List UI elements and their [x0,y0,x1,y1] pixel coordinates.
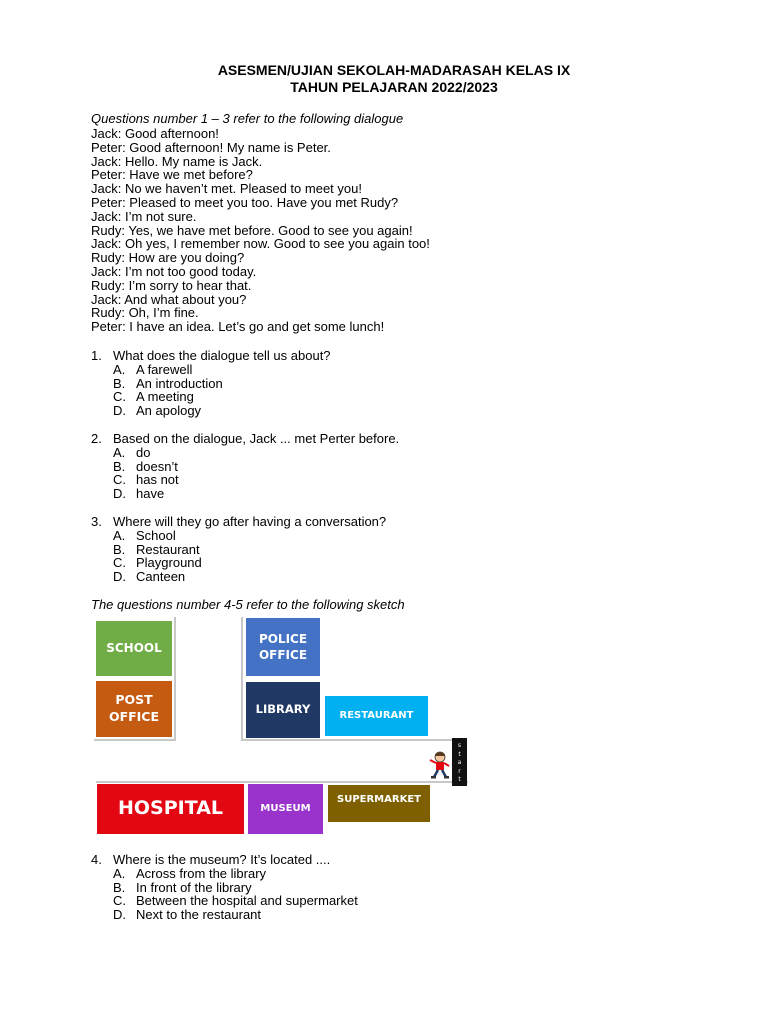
dialogue-line: Jack: I’m not sure. [91,208,197,224]
option-letter: D. [113,486,126,502]
supermarket-label: SUPERMARKET [337,794,421,805]
question-text: Where will they go after having a conversation? [113,514,387,529]
library-label: LIBRARY [255,702,311,717]
dialogue [91,127,430,334]
option-text: In front of the library [136,879,252,895]
option-letter: A. [113,865,126,881]
option-letter: B. [113,541,126,557]
dialogue-line: Rudy: How are you doing? [91,250,245,266]
police-office-block [246,618,320,676]
start-marker [452,738,467,786]
option-text: has not [136,472,179,488]
dialogue-line: Rudy: I’m sorry to hear that. [91,277,252,293]
option-letter: A. [113,361,126,377]
option-text: Canteen [136,569,186,585]
question-text: Where is the museum? It’s located .... [113,852,331,867]
post-office-label: POST OFFICE [108,692,160,724]
option-text: An apology [136,403,202,419]
hospital-block [97,784,244,834]
option-text: Playground [136,555,202,571]
question-3 [91,515,386,584]
question-text: Based on the dialogue, Jack ... met Perter before. [113,431,400,446]
dialogue-instructions: Questions number 1 – 3 refer to the following dialogue [91,111,404,126]
library-block [246,682,320,738]
start-letter: t [458,776,461,783]
option-letter: C. [113,555,126,571]
dialogue-line: Jack: Oh yes, I remember now. Good to see you again too! [91,236,430,252]
option-text: do [136,444,151,460]
option-text: Across from the library [136,865,267,881]
option-letter: C. [113,893,126,909]
dialogue-line: Rudy: Oh, I’m fine. [91,305,199,321]
start-letter: r [458,767,461,775]
option-text: A farewell [136,361,193,377]
police-office-label: POLICE OFFICE [258,631,308,662]
answer-option-a[interactable] [91,446,399,460]
dialogue-line: Peter: I have an idea. Let’s go and get some lunch! [91,319,385,335]
question-number: 2. [91,431,102,446]
option-letter: C. [113,472,126,488]
answer-option-a[interactable] [91,529,386,543]
start-letter: s [457,742,462,749]
question-1 [91,349,331,418]
road-line [96,781,468,783]
dialogue-line: Jack: And what about you? [91,291,247,307]
question-text: What does the dialogue tell us about? [113,348,331,363]
answer-option-d[interactable] [91,570,386,584]
school-block [96,621,172,676]
option-letter: A. [113,527,126,543]
exam-title: ASESMEN/UJIAN SEKOLAH-MADARASAH KELAS IX [217,62,571,78]
answer-option-b[interactable] [91,460,399,474]
dialogue-line: Jack: No we haven’t met. Pleased to meet you! [91,181,362,197]
answer-option-b[interactable] [91,543,386,557]
museum-block [248,784,323,834]
restaurant-label: RESTAURANT [339,710,414,722]
answer-option-d[interactable] [91,908,358,922]
option-text: Between the hospital and supermarket [136,893,358,909]
option-text: Next to the restaurant [136,907,262,923]
dialogue-line: Rudy: Yes, we have met before. Good to see you again! [91,222,413,238]
museum-label: MUSEUM [260,803,311,815]
option-letter: B. [113,458,126,474]
option-letter: D. [113,403,126,419]
exam-subtitle: TAHUN PELAJARAN 2022/2023 [290,79,498,95]
answer-option-a[interactable] [91,363,331,377]
answer-option-a[interactable] [91,867,358,881]
option-text: have [136,486,165,502]
answer-option-d[interactable] [91,404,331,418]
road-line [174,617,176,741]
option-letter: D. [113,907,126,923]
question-number: 3. [91,514,102,529]
dialogue-line: Jack: I’m not too good today. [91,263,257,279]
road-line [241,617,243,741]
supermarket-block [328,785,430,822]
post-office-block [96,681,172,737]
option-text: doesn’t [136,458,178,474]
option-letter: A. [113,444,126,460]
option-letter: B. [113,375,126,391]
question-2 [91,432,399,501]
option-letter: C. [113,389,126,405]
answer-option-d[interactable] [91,487,399,501]
road-line [241,739,459,741]
dialogue-line: Peter: Good afternoon! My name is Peter. [91,139,331,155]
option-text: School [136,527,176,543]
school-label: SCHOOL [106,641,162,656]
start-letter: a [457,759,462,766]
answer-option-c[interactable] [91,473,399,487]
child-walking-icon [428,750,450,780]
dialogue-line: Peter: Have we met before? [91,167,253,183]
sketch-instructions: The questions number 4-5 refer to the following sketch [91,597,405,612]
restaurant-block [325,696,428,736]
option-text: An introduction [136,375,223,391]
option-letter: D. [113,569,126,585]
answer-option-c[interactable] [91,390,331,404]
option-letter: B. [113,879,126,895]
road-line [94,739,176,741]
answer-option-b[interactable] [91,881,358,895]
dialogue-line: Peter: Pleased to meet you too. Have you met Rudy? [91,194,399,210]
option-text: A meeting [136,389,194,405]
option-text: Restaurant [136,541,200,557]
dialogue-line: Jack: Hello. My name is Jack. [91,153,263,169]
dialogue-line: Jack: Good afternoon! [91,126,219,141]
start-letter: t [458,750,461,758]
answer-option-c[interactable] [91,894,358,908]
hospital-label: HOSPITAL [117,797,224,820]
answer-option-c[interactable] [91,556,386,570]
question-number: 4. [91,852,102,867]
question-number: 1. [91,348,102,363]
answer-option-b[interactable] [91,377,331,391]
question-4 [91,853,358,922]
